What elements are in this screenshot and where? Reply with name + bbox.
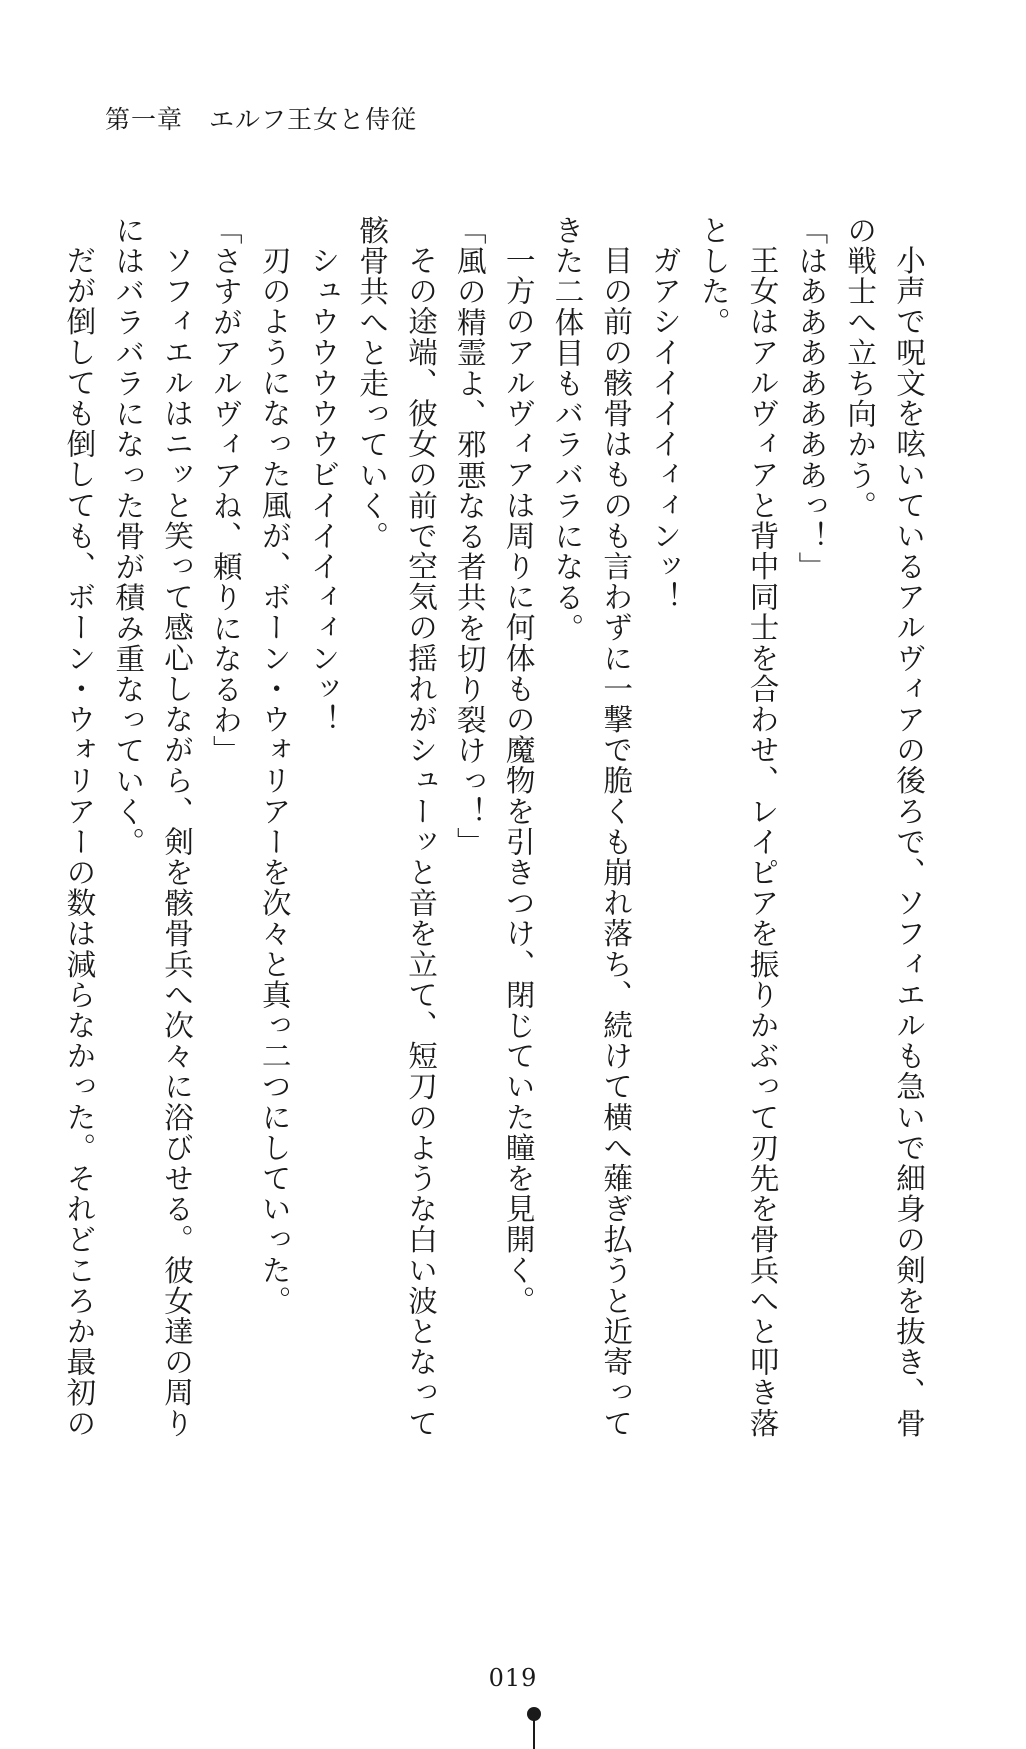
text-line: 王女はアルヴィアと背中同士を合わせ、レイピアを振りかぶって刃先を骨兵へと叩き落 bbox=[745, 244, 780, 1438]
text-line: 小声で呪文を呟いているアルヴィアの後ろで、ソフィエルも急いで細身の剣を抜き、骨 bbox=[892, 244, 926, 1438]
text-line: ガアシイイイイィィンッ！ bbox=[648, 244, 683, 612]
text-line: 「さすがアルヴィアね、頼りになるわ」 bbox=[208, 215, 243, 766]
text-line: きた二体目もバラバラになる。 bbox=[550, 215, 585, 644]
text-line: 「はあああああああっ！」 bbox=[794, 215, 829, 583]
vertical-body-text bbox=[62, 215, 933, 1445]
running-head: 第一章 エルフ王女と侍従 bbox=[105, 105, 418, 134]
page-marker-rule bbox=[533, 1719, 535, 1749]
text-line: 「風の精霊よ、邪悪なる者共を切り裂けっ！」 bbox=[452, 215, 487, 858]
text-line: にはバラバラになった骨が積み重なっていく。 bbox=[111, 215, 146, 858]
text-line: 目の前の骸骨はものも言わずに一撃で脆くも崩れ落ち、続けて横へ薙ぎ払うと近寄って bbox=[599, 244, 634, 1438]
text-line: 一方のアルヴィアは周りに何体もの魔物を引きつけ、閉じていた瞳を見開く。 bbox=[501, 244, 536, 1316]
text-line: とした。 bbox=[696, 215, 731, 338]
text-line: ソフィエルはニッと笑って感心しながら、剣を骸骨兵へ次々に浴びせる。彼女達の周り bbox=[160, 244, 195, 1438]
page-number: 019 bbox=[488, 1664, 538, 1692]
text-line: だが倒しても倒しても、ボーン・ウォリアーの数は減らなかった。それどころか最初の bbox=[62, 244, 97, 1438]
text-line: その途端、彼女の前で空気の揺れがシューッと音を立て、短刀のような白い波となって bbox=[404, 244, 439, 1438]
text-line: シュウウウウウビイイイィィンッ！ bbox=[306, 244, 341, 735]
text-line: の戦士へ立ち向かう。 bbox=[843, 215, 878, 521]
text-line: 骸骨共へと走っていく。 bbox=[355, 215, 390, 552]
text-line: 刃のようになった風が、ボーン・ウォリアーを次々と真っ二つにしていった。 bbox=[257, 244, 292, 1316]
